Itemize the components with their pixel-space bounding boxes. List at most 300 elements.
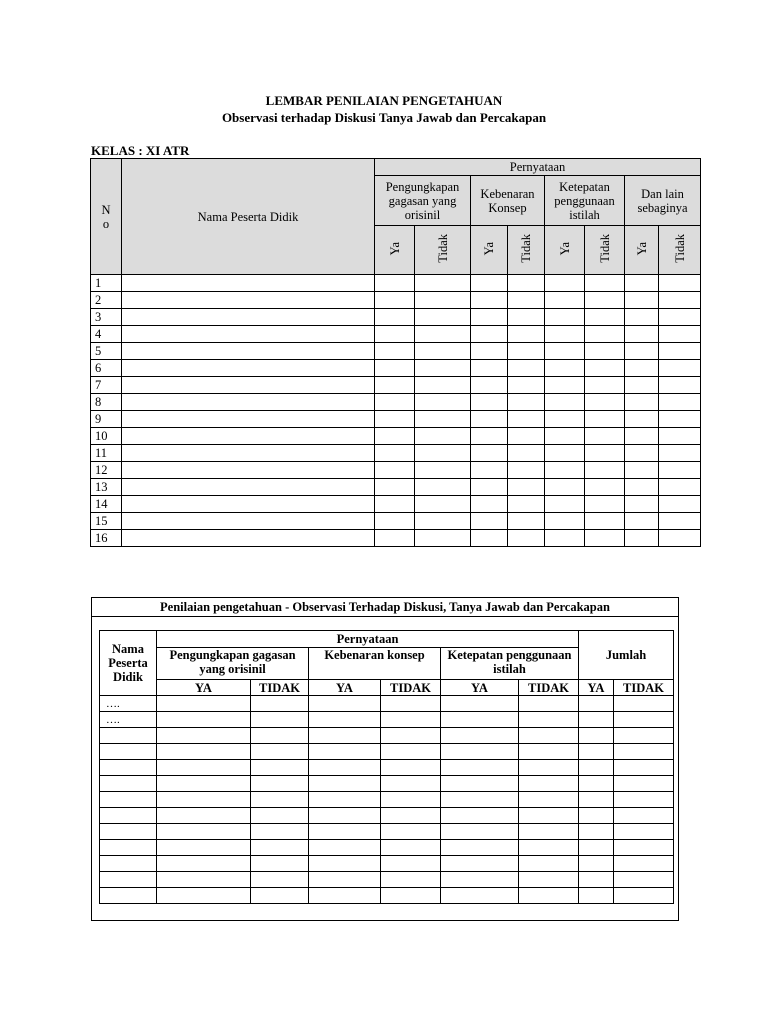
check-cell[interactable] (375, 275, 415, 292)
score-cell[interactable] (309, 744, 381, 760)
score-cell[interactable] (519, 792, 579, 808)
pernyataan-header: Pernyataan (157, 631, 579, 648)
score-cell[interactable] (309, 856, 381, 872)
check-cell[interactable] (508, 360, 545, 377)
check-cell[interactable] (508, 275, 545, 292)
check-cell[interactable] (508, 462, 545, 479)
score-cell[interactable] (579, 712, 614, 728)
check-cell[interactable] (508, 377, 545, 394)
check-cell[interactable] (659, 496, 701, 513)
score-cell[interactable] (309, 776, 381, 792)
score-cell[interactable] (579, 808, 614, 824)
student-name-cell[interactable] (122, 377, 375, 394)
check-cell[interactable] (659, 411, 701, 428)
score-cell[interactable] (519, 744, 579, 760)
check-cell[interactable] (545, 360, 585, 377)
score-cell[interactable] (614, 840, 674, 856)
check-cell[interactable] (471, 530, 508, 547)
check-cell[interactable] (545, 496, 585, 513)
student-name-cell[interactable]: …. (100, 696, 157, 712)
check-cell[interactable] (415, 309, 471, 326)
score-cell[interactable] (579, 856, 614, 872)
score-cell[interactable] (579, 840, 614, 856)
score-cell[interactable] (441, 760, 519, 776)
check-cell[interactable] (545, 377, 585, 394)
row-number: 2 (91, 292, 122, 309)
check-cell[interactable] (375, 326, 415, 343)
check-cell[interactable] (471, 513, 508, 530)
student-name-cell[interactable] (122, 275, 375, 292)
score-cell[interactable] (157, 792, 251, 808)
group-header: Kebenaran konsep (309, 648, 441, 680)
score-cell[interactable] (251, 856, 309, 872)
score-cell[interactable] (157, 744, 251, 760)
table-row (91, 360, 701, 377)
score-cell[interactable] (614, 856, 674, 872)
check-cell[interactable] (545, 394, 585, 411)
check-cell[interactable] (585, 411, 625, 428)
check-cell[interactable] (415, 275, 471, 292)
student-name-cell[interactable] (122, 360, 375, 377)
check-cell[interactable] (625, 309, 659, 326)
ya-header: YA (309, 680, 381, 696)
check-cell[interactable] (659, 343, 701, 360)
check-cell[interactable] (415, 394, 471, 411)
score-cell[interactable] (519, 824, 579, 840)
tidak-header: TIDAK (519, 680, 579, 696)
score-cell[interactable] (579, 776, 614, 792)
score-cell[interactable] (381, 712, 441, 728)
check-cell[interactable] (375, 496, 415, 513)
score-cell[interactable] (519, 696, 579, 712)
row-number: 6 (91, 360, 122, 377)
check-cell[interactable] (585, 360, 625, 377)
check-cell[interactable] (625, 513, 659, 530)
check-cell[interactable] (545, 343, 585, 360)
group-header: Dan lain sebaginya (625, 176, 701, 226)
check-cell[interactable] (625, 479, 659, 496)
check-cell[interactable] (659, 530, 701, 547)
check-cell[interactable] (375, 411, 415, 428)
score-cell[interactable] (614, 888, 674, 904)
student-name-cell[interactable] (122, 394, 375, 411)
check-cell[interactable] (625, 530, 659, 547)
pernyataan-header: Pernyataan (375, 159, 701, 176)
score-cell[interactable] (381, 696, 441, 712)
check-cell[interactable] (659, 360, 701, 377)
check-cell[interactable] (471, 445, 508, 462)
score-cell[interactable] (381, 776, 441, 792)
check-cell[interactable] (585, 394, 625, 411)
check-cell[interactable] (471, 326, 508, 343)
score-cell[interactable] (579, 888, 614, 904)
score-cell[interactable] (309, 728, 381, 744)
student-name-cell[interactable] (100, 760, 157, 776)
check-cell[interactable] (585, 445, 625, 462)
check-cell[interactable] (508, 530, 545, 547)
score-cell[interactable] (579, 744, 614, 760)
score-cell[interactable] (579, 760, 614, 776)
score-cell[interactable] (251, 760, 309, 776)
score-cell[interactable] (614, 792, 674, 808)
check-cell[interactable] (471, 275, 508, 292)
check-cell[interactable] (471, 394, 508, 411)
score-cell[interactable] (519, 872, 579, 888)
check-cell[interactable] (585, 275, 625, 292)
check-cell[interactable] (585, 513, 625, 530)
score-cell[interactable] (309, 808, 381, 824)
student-name-cell[interactable] (122, 309, 375, 326)
score-cell[interactable] (519, 712, 579, 728)
row-number: 15 (91, 513, 122, 530)
check-cell[interactable] (471, 479, 508, 496)
student-name-cell[interactable] (122, 445, 375, 462)
ya-header: YA (441, 680, 519, 696)
ya-header: Ya (545, 226, 585, 275)
score-cell[interactable] (157, 728, 251, 744)
score-cell[interactable] (614, 808, 674, 824)
score-cell[interactable] (251, 888, 309, 904)
check-cell[interactable] (471, 462, 508, 479)
score-cell[interactable] (157, 872, 251, 888)
check-cell[interactable] (545, 292, 585, 309)
group-header: Pengungkapan gagasan yang orisinil (157, 648, 309, 680)
check-cell[interactable] (625, 496, 659, 513)
score-cell[interactable] (519, 856, 579, 872)
score-cell[interactable] (251, 872, 309, 888)
check-cell[interactable] (625, 377, 659, 394)
check-cell[interactable] (585, 530, 625, 547)
score-cell[interactable] (441, 744, 519, 760)
check-cell[interactable] (545, 326, 585, 343)
check-cell[interactable] (375, 309, 415, 326)
table-row (91, 394, 701, 411)
score-cell[interactable] (441, 872, 519, 888)
score-cell[interactable] (157, 856, 251, 872)
score-cell[interactable] (381, 840, 441, 856)
check-cell[interactable] (415, 428, 471, 445)
check-cell[interactable] (415, 496, 471, 513)
check-cell[interactable] (625, 343, 659, 360)
score-cell[interactable] (157, 808, 251, 824)
check-cell[interactable] (508, 428, 545, 445)
check-cell[interactable] (508, 513, 545, 530)
check-cell[interactable] (508, 292, 545, 309)
check-cell[interactable] (659, 445, 701, 462)
check-cell[interactable] (415, 411, 471, 428)
summary-caption: Penilaian pengetahuan - Observasi Terhadap Diskusi, Tanya Jawab dan Percakapan (92, 598, 678, 617)
check-cell[interactable] (375, 479, 415, 496)
table-row (100, 888, 674, 904)
check-cell[interactable] (659, 309, 701, 326)
check-cell[interactable] (585, 343, 625, 360)
check-cell[interactable] (625, 292, 659, 309)
score-cell[interactable] (441, 824, 519, 840)
student-name-cell[interactable] (100, 840, 157, 856)
score-cell[interactable] (519, 760, 579, 776)
score-cell[interactable] (441, 888, 519, 904)
tidak-header: Tidak (415, 226, 471, 275)
student-name-cell[interactable] (122, 411, 375, 428)
score-cell[interactable] (441, 792, 519, 808)
score-cell[interactable] (251, 824, 309, 840)
check-cell[interactable] (508, 343, 545, 360)
score-cell[interactable] (579, 728, 614, 744)
ya-header: Ya (471, 226, 508, 275)
score-cell[interactable] (441, 840, 519, 856)
check-cell[interactable] (375, 292, 415, 309)
score-cell[interactable] (441, 776, 519, 792)
check-cell[interactable] (375, 530, 415, 547)
check-cell[interactable] (659, 292, 701, 309)
student-name-cell[interactable] (122, 292, 375, 309)
score-cell[interactable] (157, 696, 251, 712)
score-cell[interactable] (157, 888, 251, 904)
student-name-cell[interactable] (122, 428, 375, 445)
student-name-cell[interactable] (122, 479, 375, 496)
student-name-cell[interactable] (122, 530, 375, 547)
check-cell[interactable] (659, 326, 701, 343)
check-cell[interactable] (471, 309, 508, 326)
check-cell[interactable] (545, 445, 585, 462)
check-cell[interactable] (415, 462, 471, 479)
row-number: 7 (91, 377, 122, 394)
check-cell[interactable] (585, 479, 625, 496)
score-cell[interactable] (381, 744, 441, 760)
check-cell[interactable] (415, 530, 471, 547)
student-name-cell[interactable] (122, 343, 375, 360)
check-cell[interactable] (545, 428, 585, 445)
check-cell[interactable] (471, 343, 508, 360)
score-cell[interactable] (381, 728, 441, 744)
check-cell[interactable] (545, 275, 585, 292)
score-cell[interactable] (157, 776, 251, 792)
row-number: 11 (91, 445, 122, 462)
check-cell[interactable] (625, 275, 659, 292)
check-cell[interactable] (585, 309, 625, 326)
check-cell[interactable] (508, 496, 545, 513)
nama-header: Nama Peserta Didik (100, 631, 157, 696)
score-cell[interactable] (614, 824, 674, 840)
student-name-cell[interactable] (100, 776, 157, 792)
score-cell[interactable] (519, 808, 579, 824)
check-cell[interactable] (375, 445, 415, 462)
table-row (91, 513, 701, 530)
check-cell[interactable] (415, 513, 471, 530)
group-header: Pengungkapan gagasan yang orisinil (375, 176, 471, 226)
table-row (91, 309, 701, 326)
check-cell[interactable] (659, 462, 701, 479)
tidak-header: TIDAK (251, 680, 309, 696)
student-name-cell[interactable] (100, 856, 157, 872)
score-cell[interactable] (381, 760, 441, 776)
score-cell[interactable] (519, 728, 579, 744)
score-cell[interactable] (157, 712, 251, 728)
score-cell[interactable] (309, 840, 381, 856)
check-cell[interactable] (471, 377, 508, 394)
check-cell[interactable] (545, 479, 585, 496)
score-cell[interactable] (441, 808, 519, 824)
check-cell[interactable] (471, 292, 508, 309)
check-cell[interactable] (625, 326, 659, 343)
score-cell[interactable] (579, 824, 614, 840)
score-cell[interactable] (381, 872, 441, 888)
score-cell[interactable] (519, 840, 579, 856)
check-cell[interactable] (659, 377, 701, 394)
check-cell[interactable] (625, 411, 659, 428)
check-cell[interactable] (415, 343, 471, 360)
table-row (91, 479, 701, 496)
check-cell[interactable] (508, 394, 545, 411)
check-cell[interactable] (508, 326, 545, 343)
check-cell[interactable] (471, 411, 508, 428)
score-cell[interactable] (579, 696, 614, 712)
check-cell[interactable] (659, 275, 701, 292)
check-cell[interactable] (625, 462, 659, 479)
score-cell[interactable] (614, 776, 674, 792)
group-header: Ketepatan penggunaan istilah (441, 648, 579, 680)
score-cell[interactable] (614, 712, 674, 728)
check-cell[interactable] (375, 360, 415, 377)
score-cell[interactable] (441, 696, 519, 712)
row-number: 3 (91, 309, 122, 326)
score-cell[interactable] (579, 872, 614, 888)
student-name-cell[interactable]: …. (100, 712, 157, 728)
check-cell[interactable] (585, 326, 625, 343)
check-cell[interactable] (625, 445, 659, 462)
check-cell[interactable] (585, 496, 625, 513)
student-name-cell[interactable] (100, 744, 157, 760)
score-cell[interactable] (309, 888, 381, 904)
check-cell[interactable] (585, 292, 625, 309)
score-cell[interactable] (614, 728, 674, 744)
table-row (100, 760, 674, 776)
check-cell[interactable] (659, 513, 701, 530)
score-cell[interactable] (251, 744, 309, 760)
score-cell[interactable] (309, 696, 381, 712)
row-number: 1 (91, 275, 122, 292)
check-cell[interactable] (508, 445, 545, 462)
check-cell[interactable] (545, 411, 585, 428)
student-name-cell[interactable] (122, 513, 375, 530)
score-cell[interactable] (309, 792, 381, 808)
check-cell[interactable] (471, 360, 508, 377)
ya-header: Ya (375, 226, 415, 275)
table-row (91, 377, 701, 394)
student-name-cell[interactable] (100, 792, 157, 808)
score-cell[interactable] (309, 712, 381, 728)
check-cell[interactable] (375, 462, 415, 479)
check-cell[interactable] (375, 394, 415, 411)
check-cell[interactable] (545, 462, 585, 479)
score-cell[interactable] (251, 712, 309, 728)
student-name-cell[interactable] (122, 462, 375, 479)
score-cell[interactable] (381, 888, 441, 904)
check-cell[interactable] (415, 326, 471, 343)
check-cell[interactable] (545, 530, 585, 547)
score-cell[interactable] (614, 696, 674, 712)
check-cell[interactable] (415, 360, 471, 377)
check-cell[interactable] (585, 428, 625, 445)
score-cell[interactable] (157, 760, 251, 776)
score-cell[interactable] (251, 808, 309, 824)
check-cell[interactable] (659, 394, 701, 411)
check-cell[interactable] (625, 428, 659, 445)
check-cell[interactable] (625, 360, 659, 377)
student-name-cell[interactable] (100, 888, 157, 904)
table-row (100, 824, 674, 840)
student-name-cell[interactable] (122, 326, 375, 343)
check-cell[interactable] (625, 394, 659, 411)
score-cell[interactable] (579, 792, 614, 808)
student-name-cell[interactable] (100, 728, 157, 744)
score-cell[interactable] (309, 760, 381, 776)
check-cell[interactable] (375, 513, 415, 530)
check-cell[interactable] (375, 428, 415, 445)
score-cell[interactable] (381, 792, 441, 808)
table-row (91, 530, 701, 547)
score-cell[interactable] (251, 792, 309, 808)
score-cell[interactable] (614, 760, 674, 776)
check-cell[interactable] (415, 445, 471, 462)
student-name-cell[interactable] (100, 824, 157, 840)
score-cell[interactable] (251, 696, 309, 712)
score-cell[interactable] (251, 840, 309, 856)
check-cell[interactable] (585, 377, 625, 394)
check-cell[interactable] (508, 309, 545, 326)
score-cell[interactable] (309, 824, 381, 840)
check-cell[interactable] (659, 479, 701, 496)
check-cell[interactable] (375, 343, 415, 360)
score-cell[interactable] (251, 728, 309, 744)
check-cell[interactable] (415, 292, 471, 309)
score-cell[interactable] (614, 744, 674, 760)
check-cell[interactable] (508, 479, 545, 496)
score-cell[interactable] (381, 824, 441, 840)
page-subtitle: Observasi terhadap Diskusi Tanya Jawab dan Percakapan (221, 110, 547, 125)
score-cell[interactable] (519, 776, 579, 792)
score-cell[interactable] (157, 840, 251, 856)
student-name-cell[interactable] (100, 872, 157, 888)
check-cell[interactable] (415, 479, 471, 496)
check-cell[interactable] (545, 513, 585, 530)
score-cell[interactable] (381, 808, 441, 824)
check-cell[interactable] (471, 496, 508, 513)
score-cell[interactable] (251, 776, 309, 792)
student-name-cell[interactable] (122, 496, 375, 513)
table-row (100, 696, 674, 712)
score-cell[interactable] (441, 712, 519, 728)
score-cell[interactable] (441, 728, 519, 744)
check-cell[interactable] (415, 377, 471, 394)
check-cell[interactable] (585, 462, 625, 479)
check-cell[interactable] (659, 428, 701, 445)
table-row (100, 808, 674, 824)
score-cell[interactable] (441, 856, 519, 872)
check-cell[interactable] (508, 411, 545, 428)
table-row (100, 776, 674, 792)
check-cell[interactable] (375, 377, 415, 394)
score-cell[interactable] (614, 872, 674, 888)
score-cell[interactable] (157, 824, 251, 840)
check-cell[interactable] (471, 428, 508, 445)
score-cell[interactable] (309, 872, 381, 888)
check-cell[interactable] (545, 309, 585, 326)
score-cell[interactable] (519, 888, 579, 904)
score-cell[interactable] (381, 856, 441, 872)
student-name-cell[interactable] (100, 808, 157, 824)
row-number: 5 (91, 343, 122, 360)
